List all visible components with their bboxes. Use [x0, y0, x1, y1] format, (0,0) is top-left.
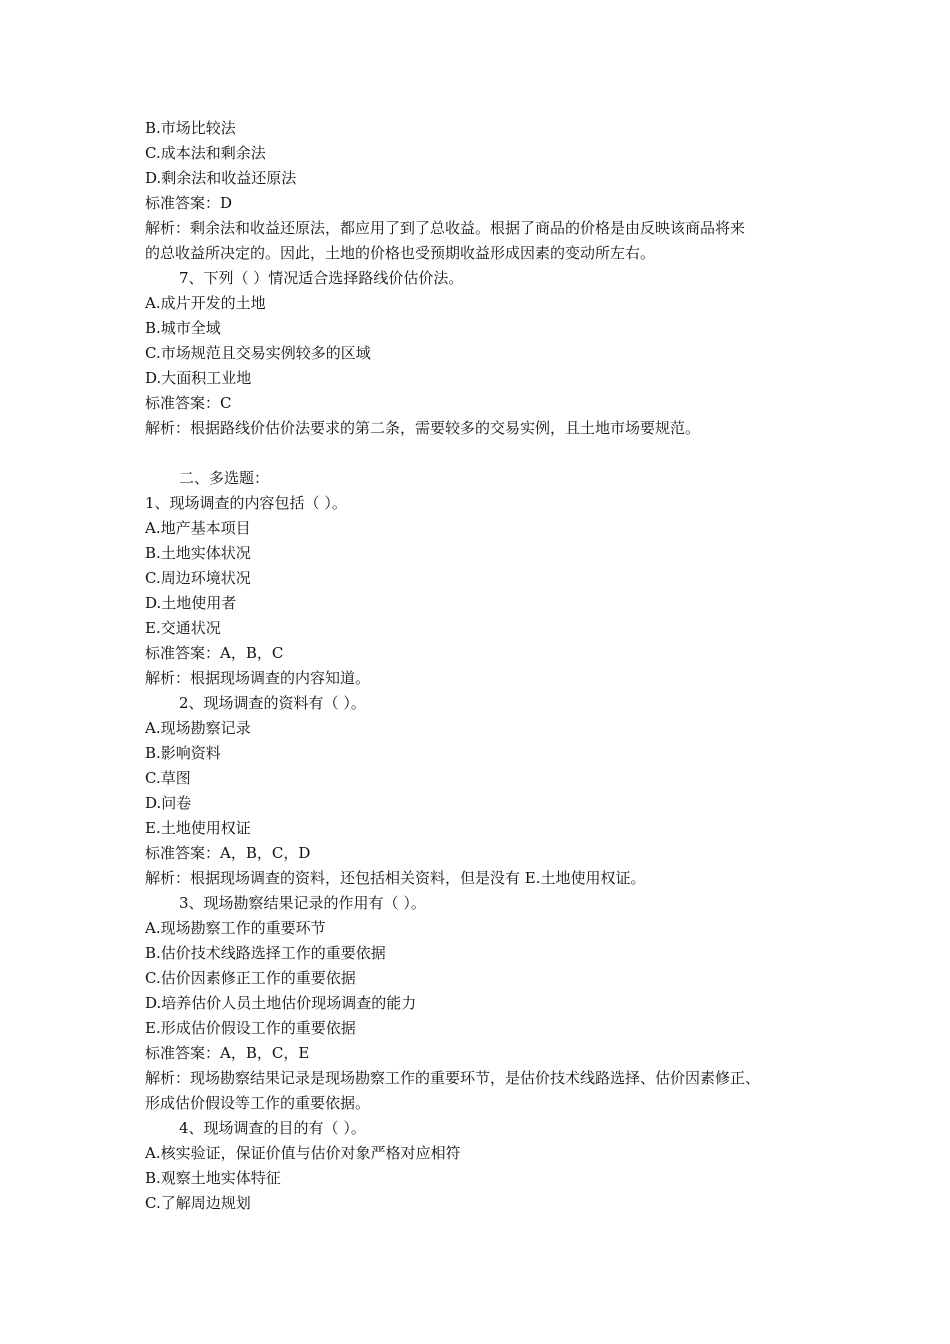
explanation-text: 解析：剩余法和收益还原法，都应用了到了总收益。根据了商品的价格是由反映该商品将来	[145, 219, 746, 237]
option-b-text: B.城市全域	[145, 319, 221, 337]
option-e-text: E.形成估价假设工作的重要依据	[145, 1019, 356, 1037]
option-c-text: C.成本法和剩余法	[145, 144, 266, 162]
option-b-text: B.估价技术线路选择工作的重要依据	[145, 944, 386, 962]
option-a-text: A.成片开发的土地	[145, 294, 266, 312]
option-a-text: A.地产基本项目	[145, 519, 251, 537]
option-b-text: B.土地实体状况	[145, 544, 251, 562]
option-a-text: A.核实验证，保证价值与估价对象严格对应相符	[145, 1144, 461, 1162]
option-b-text: B.市场比较法	[145, 119, 236, 137]
option-e-text: E.交通状况	[145, 619, 221, 637]
option-d-text: D.土地使用者	[145, 594, 237, 612]
option-c-text: C.估价因素修正工作的重要依据	[145, 969, 356, 987]
section-heading: 二、多选题：	[179, 469, 270, 487]
explanation-text-cont: 的总收益所决定的。因此，土地的价格也受预期收益形成因素的变动所左右。	[145, 244, 656, 262]
option-e-text: E.土地使用权证	[145, 819, 251, 837]
option-d-text: D.剩余法和收益还原法	[145, 169, 297, 187]
answer-text: 标准答案：A，B，C	[145, 644, 284, 662]
option-b-text: B.影响资料	[145, 744, 221, 762]
option-a-text: A.现场勘察工作的重要环节	[145, 919, 326, 937]
question-1: 1、现场调查的内容包括（ ）。	[145, 494, 347, 512]
option-a-text: A.现场勘察记录	[145, 719, 251, 737]
answer-text: 标准答案：A，B，C，D	[145, 844, 311, 862]
question-7: 7、下列（ ）情况适合选择路线价估价法。	[179, 269, 464, 287]
question-3: 3、现场勘察结果记录的作用有（ ）。	[179, 894, 426, 912]
option-c-text: C.了解周边规划	[145, 1194, 251, 1212]
explanation-text: 解析：现场勘察结果记录是现场勘察工作的重要环节，是估价技术线路选择、估价因素修正、	[145, 1069, 761, 1087]
blank-line	[145, 441, 825, 466]
option-c-text: C.草图	[145, 769, 191, 787]
question-4: 4、现场调查的目的有（ ）。	[179, 1119, 366, 1137]
option-c-text: C.周边环境状况	[145, 569, 251, 587]
explanation-text-cont: 形成估价假设等工作的重要依据。	[145, 1094, 371, 1112]
document-body	[145, 116, 825, 1216]
option-d-text: D.大面积工业地	[145, 369, 252, 387]
option-c-text: C.市场规范且交易实例较多的区域	[145, 344, 371, 362]
option-d-text: D.培养估价人员土地估价现场调查的能力	[145, 994, 417, 1012]
answer-text: 标准答案：A，B，C，E	[145, 1044, 310, 1062]
option-b-text: B.观察土地实体特征	[145, 1169, 281, 1187]
question-2: 2、现场调查的资料有（ ）。	[179, 694, 366, 712]
explanation-text: 解析：根据现场调查的资料，还包括相关资料，但是没有 E.土地使用权证。	[145, 869, 646, 887]
option-d-text: D.问卷	[145, 794, 192, 812]
explanation-text: 解析：根据现场调查的内容知道。	[145, 669, 371, 687]
explanation-text: 解析：根据路线价估价法要求的第二条，需要较多的交易实例，且土地市场要规范。	[145, 419, 701, 437]
answer-text: 标准答案：D	[145, 194, 233, 212]
answer-text: 标准答案：C	[145, 394, 232, 412]
